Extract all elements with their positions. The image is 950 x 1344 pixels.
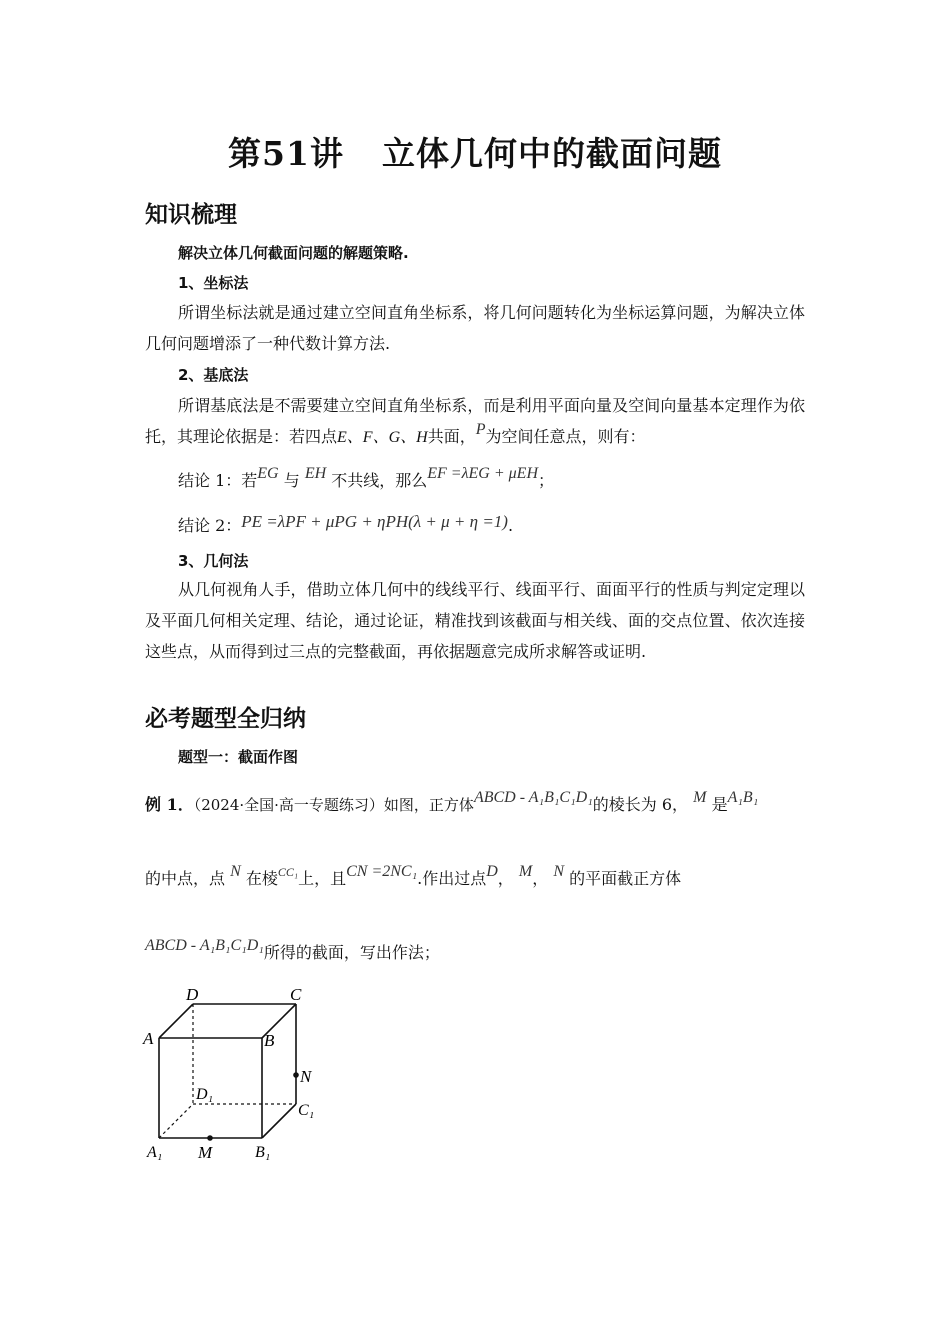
method1-heading: 1、坐标法 bbox=[178, 274, 249, 292]
point-n bbox=[293, 1072, 299, 1078]
edge-ad bbox=[159, 1004, 193, 1038]
method2-text: 所谓基底法是不需要建立空间直角坐标系，而是利用平面向量及空间向量基本定理作为依托，其理论依据是：若四点E、F、G、H共面，P为空间任意点，则有： bbox=[145, 396, 805, 446]
method2-heading: 2、基底法 bbox=[178, 366, 249, 384]
lecture-number: 第51讲 bbox=[228, 134, 344, 173]
method1-text: 所谓坐标法就是通过建立空间直角坐标系，将几何问题转化为坐标运算问题，为解决立体几何问题增添了一种代数计算方法. bbox=[145, 303, 805, 353]
conclusion-1: 结论 1：若EG 与 EH 不共线，那么EF =λEG + μEH； bbox=[178, 465, 555, 490]
strategy-heading: 解决立体几何截面问题的解题策略. bbox=[178, 244, 409, 262]
coplanar-points: E、F、G、H bbox=[337, 429, 428, 446]
example1-line3: ABCD - A₁B₁C₁D₁所得的截面，写出作法； bbox=[145, 937, 440, 962]
example1-line1: 例 1．（2024·全国·高一专题练习）如图，正方体ABCD - A₁B₁C₁D₁的棱长为 6， M 是A₁B₁ bbox=[145, 789, 759, 814]
section-heading-types: 必考题型全归纳 bbox=[145, 706, 306, 732]
point-p: P bbox=[475, 421, 486, 438]
condition-formula: CN =2NC₁ bbox=[346, 863, 418, 880]
cube-figure bbox=[140, 978, 340, 1172]
label-a: A bbox=[143, 1029, 154, 1048]
cube-diagram bbox=[140, 978, 340, 1168]
formula-2: PE =λPF + μPG + ηPH(λ + μ + η =1) bbox=[241, 512, 508, 531]
point-m bbox=[207, 1135, 213, 1141]
edge-a1d1 bbox=[159, 1104, 193, 1138]
label-n: N bbox=[300, 1067, 312, 1086]
label-c1: C₁ bbox=[298, 1102, 315, 1119]
vector-eg: EG bbox=[257, 465, 279, 482]
lecture-topic: 立体几何中的截面问题 bbox=[381, 134, 722, 173]
label-m: M bbox=[198, 1143, 213, 1162]
type1-heading: 题型一：截面作图 bbox=[178, 748, 299, 766]
formula-1: EF =λEG + μEH bbox=[427, 465, 539, 482]
edge-b1c1 bbox=[262, 1104, 296, 1138]
vector-eh: EH bbox=[304, 465, 327, 482]
label-a1: A₁ bbox=[147, 1144, 163, 1161]
conclusion-2: 结论 2：PE =λPF + μPG + ηPH(λ + μ + η =1). bbox=[178, 512, 514, 535]
label-d: D bbox=[186, 985, 199, 1004]
method3-text: 从几何视角人手，借助立体几何中的线线平行、线面平行、面面平行的性质与判定定理以及平面几何相关定理、结论，通过论证，精准找到该截面与相关线、面的交点位置、依次连接这些点，从而得到过三点的完整截面，再依据题意完成所求解答或证明. bbox=[145, 580, 805, 661]
cube-name: ABCD - A₁B₁C₁D₁ bbox=[473, 789, 593, 806]
example1-line2: 的中点，点 N 在棱$^{CC_1}$上，且CN =2NC₁.作出过点D， M， N 的平面截正方体 bbox=[145, 863, 682, 888]
label-d1: D₁ bbox=[196, 1086, 214, 1103]
label-b1: B₁ bbox=[255, 1144, 271, 1161]
example-label: 例 1． bbox=[145, 795, 194, 814]
page-title bbox=[0, 128, 950, 175]
section-heading-knowledge: 知识梳理 bbox=[145, 202, 237, 228]
method3-heading: 3、几何法 bbox=[178, 552, 249, 570]
label-c: C bbox=[290, 985, 302, 1004]
label-b: B bbox=[264, 1031, 275, 1050]
